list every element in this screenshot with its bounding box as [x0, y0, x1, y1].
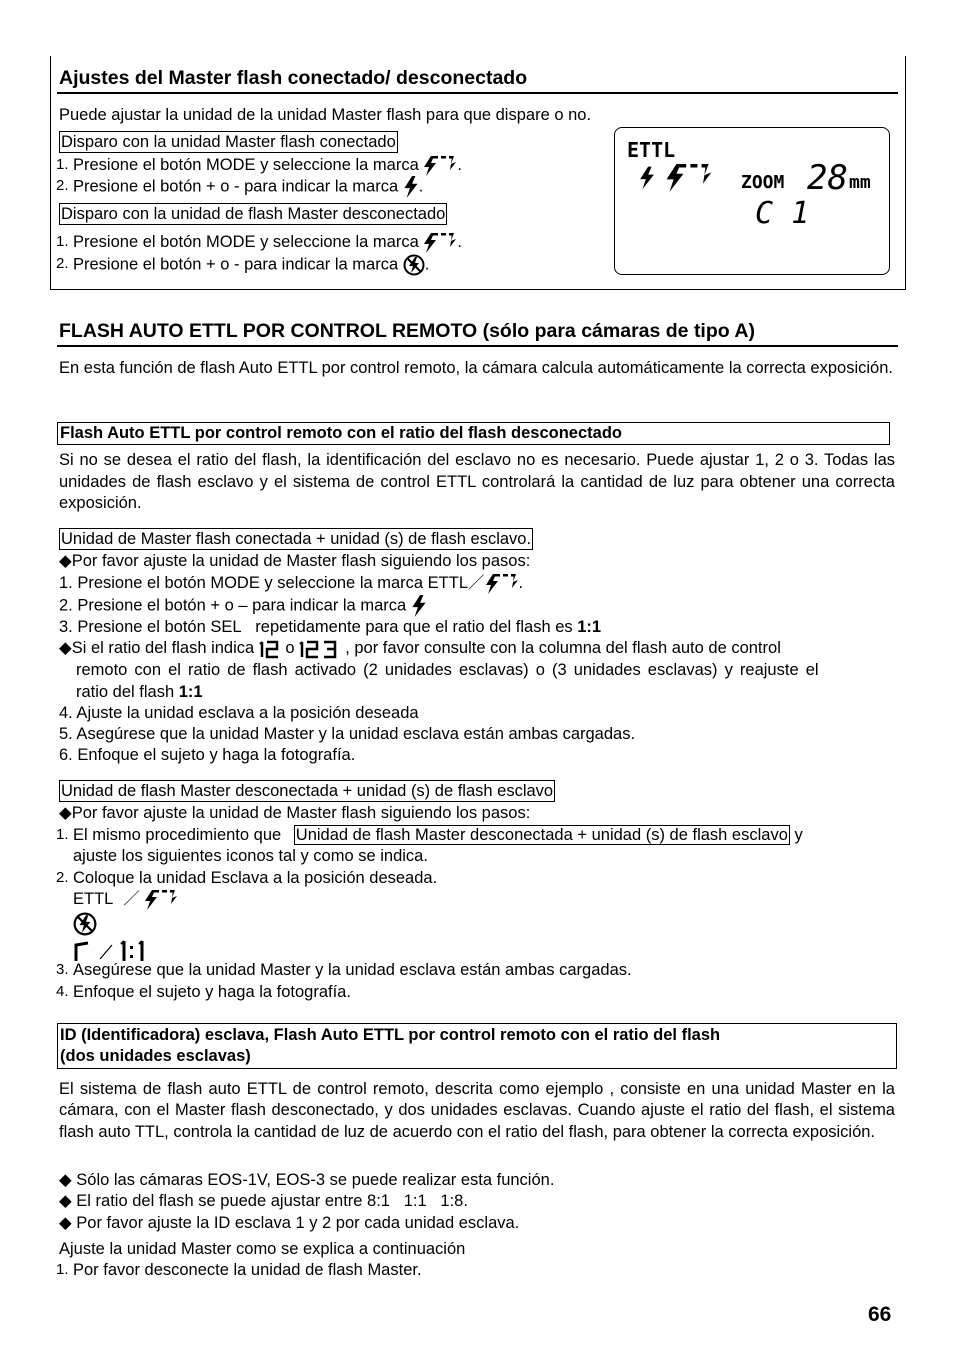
sub1-step1-text: 1. Presione el botón MODE y seleccione la marca ETTL／ — [59, 574, 485, 592]
lcd-zoom-unit: mm — [849, 172, 871, 193]
sub1-step3-ratio: 1:1 — [577, 618, 602, 636]
page-number: 66 — [868, 1303, 892, 1326]
section1-heading-rule — [57, 92, 898, 94]
section1-heading: Ajustes del Master flash conectado/ desconectado — [59, 67, 528, 89]
section4-bullet3: ◆ Por favor ajuste la ID esclava 1 y 2 por cada unidad esclava. — [59, 1214, 520, 1232]
section4-bullet1: ◆ Sólo las cámaras EOS-1V, EOS-3 se puede realizar esta función. — [59, 1171, 555, 1189]
sub1-note-line3 — [76, 682, 203, 702]
section4-step1: Por favor desconecte la unidad de flash Master. — [73, 1261, 422, 1279]
sub1-step1: 1. Presione el botón MODE y seleccione la marca ETTL／ . — [59, 574, 524, 592]
sub1-note-b: , por favor consulte con la columna del flash auto de control — [345, 639, 781, 657]
sub2-step4-number: 4. — [56, 983, 69, 1000]
section4-paragraph: El sistema de flash auto ETTL de control remoto, descrita como ejemplo , consiste en una unidad Master en la cámara, con el Master flash desconectado, y dos unidades esclavas. Cuando ajuste el ratio del flash, el sistema flash auto TTL, controla la cantidad de luz de acuerdo con el ratio del flash, para obtener la correcta exposición. — [59, 1080, 895, 1141]
sub2-step1-b: y — [794, 826, 803, 844]
sub2-step1-a: El mismo procedimiento que — [73, 826, 282, 844]
sub2-step2: Coloque la unidad Esclava a la posición deseada. — [73, 869, 438, 887]
lcd-zoom-value: 28 — [807, 158, 848, 198]
sub2-step1-line2: ajuste los siguientes iconos tal y como se indica. — [73, 847, 428, 865]
sub2-step1-number: 1. — [56, 826, 69, 843]
sub2-step1-box: Unidad de flash Master desconectada + unidad (s) de flash esclavo — [295, 826, 788, 844]
section2-heading: FLASH AUTO ETTL POR CONTROL REMOTO (sólo para cámaras de tipo A) — [59, 320, 755, 342]
flash-on-icon — [403, 176, 419, 198]
sub2-step2-number: 2. — [56, 869, 69, 886]
wireless-flash-icon — [144, 890, 178, 910]
sub2-step3-number: 3. — [56, 961, 69, 978]
sub2-ettl-line — [73, 889, 178, 910]
section1-frame-left — [50, 56, 51, 290]
on-step1-text: Presione el botón MODE y seleccione la marca — [73, 156, 419, 174]
off-step2: Presione el botón + o - para indicar la marca . — [73, 254, 429, 276]
section3-heading: Flash Auto ETTL por control remoto con el ratio del flash desconectado — [60, 424, 622, 442]
sub1-step4: 4. Ajuste la unidad esclava a la posición deseada — [59, 704, 419, 722]
flash-on-icon — [639, 166, 655, 190]
master-off-box: Disparo con la unidad de flash Master desconectado — [61, 205, 446, 223]
section4-bullet2: ◆ El ratio del flash se puede ajustar entre 8:1 1:1 1:8. — [59, 1192, 468, 1210]
sub1-bullet: ◆Por favor ajuste la unidad de Master flash siguiendo los pasos: — [59, 552, 531, 570]
flash-off-icon — [403, 254, 425, 276]
wireless-flash-icon — [423, 233, 457, 253]
sub2-step3: Asegúrese que la unidad Master y la unidad esclava están ambas cargadas. — [73, 961, 632, 979]
flash-off-icon — [73, 912, 97, 936]
section1-frame-right — [905, 56, 906, 290]
sub1-step6: 6. Enfoque el sujeto y haga la fotografía. — [59, 746, 356, 764]
sub2-bullet: ◆Por favor ajuste la unidad de Master flash siguiendo los pasos: — [59, 804, 531, 822]
lcd-display — [614, 127, 890, 275]
flash-on-icon — [411, 595, 427, 617]
section1-frame-bottom — [50, 289, 906, 290]
sub2-ettl: ETTL — [73, 890, 113, 908]
section2-heading-rule — [57, 345, 898, 347]
sub1-step3 — [59, 617, 601, 637]
on-step2: Presione el botón + o - para indicar la marca . — [73, 176, 423, 198]
sub2-step4: Enfoque el sujeto y haga la fotografía. — [73, 983, 351, 1001]
sub1-step5: 5. Asegúrese que la unidad Master y la unidad esclava están ambas cargadas. — [59, 725, 636, 743]
on-step2-number: 2. — [56, 177, 69, 194]
sub1-step3-text: 3. Presione el botón SEL repetidamente para que el ratio del flash es — [59, 618, 578, 636]
off-step1-text: Presione el botón MODE y seleccione la marca — [73, 233, 419, 251]
section4-after: Ajuste la unidad Master como se explica a continuación — [59, 1240, 466, 1258]
section2-intro: En esta función de flash Auto ETTL por control remoto, la cámara calcula automáticamente la correcta exposición. — [59, 359, 893, 377]
ratio-123-icon — [299, 639, 345, 659]
lcd-zoom-label: ZOOM — [741, 172, 785, 193]
on-step1-number: 1. — [56, 156, 69, 173]
sub2-box: Unidad de flash Master desconectada + unidad (s) de flash esclavo — [61, 782, 554, 800]
on-step2-text: Presione el botón + o - para indicar la marca — [73, 177, 399, 196]
section4-heading-line2: (dos unidades esclavas) — [60, 1047, 251, 1065]
off-step2-text: Presione el botón + o - para indicar la marca — [73, 255, 399, 274]
ratio-12-icon — [259, 639, 281, 659]
sub1-box: Unidad de Master flash conectada + unidad (s) de flash esclavo. — [61, 530, 532, 548]
sub1-note-line1 — [59, 638, 895, 659]
lcd-mode: ETTL — [627, 138, 676, 162]
section4-step1-number: 1. — [56, 1261, 69, 1278]
off-step1-number: 1. — [56, 233, 69, 250]
sub1-note-l3a: ratio del flash — [76, 683, 179, 701]
off-step2-number: 2. — [56, 255, 69, 272]
wireless-flash-icon — [423, 156, 457, 176]
lcd-channel: C 1 — [755, 196, 810, 231]
sub2-slash: ／ — [123, 890, 140, 908]
master-on-box: Disparo con la unidad Master flash conectado — [61, 133, 396, 151]
section1-intro: Puede ajustar la unidad de la unidad Master flash para que dispare o no. — [59, 106, 592, 124]
sub1-note-line2: remoto con el ratio de flash activado (2 unidades esclavas) o (3 unidades esclavas) y reajuste el — [76, 661, 819, 679]
sub2-step1 — [73, 825, 803, 845]
wireless-flash-icon — [665, 164, 713, 192]
section4-heading-line1: ID (Identificadora) esclava, Flash Auto ETTL por control remoto con el ratio del flash — [60, 1026, 721, 1044]
sub1-step2 — [59, 595, 427, 617]
sub1-note-l3b: 1:1 — [178, 683, 203, 701]
on-step1: Presione el botón MODE y seleccione la marca . — [73, 156, 462, 174]
off-step1: Presione el botón MODE y seleccione la marca . — [73, 233, 462, 251]
sub1-note-o: o — [285, 639, 295, 657]
sub1-note-a: ◆Si el ratio del flash indica — [59, 639, 255, 657]
section3-paragraph: Si no se desea el ratio del flash, la identificación del esclavo no es necesario. Puede ajustar 1, 2 o 3. Todas las unidades de flash esclavo y el sistema de control ETTL controlará la cantidad de luz para obtener una correcta exposición. — [59, 451, 895, 512]
sub1-step2-text: 2. Presione el botón + o – para indicar la marca — [59, 596, 407, 615]
wireless-flash-icon — [485, 574, 519, 594]
